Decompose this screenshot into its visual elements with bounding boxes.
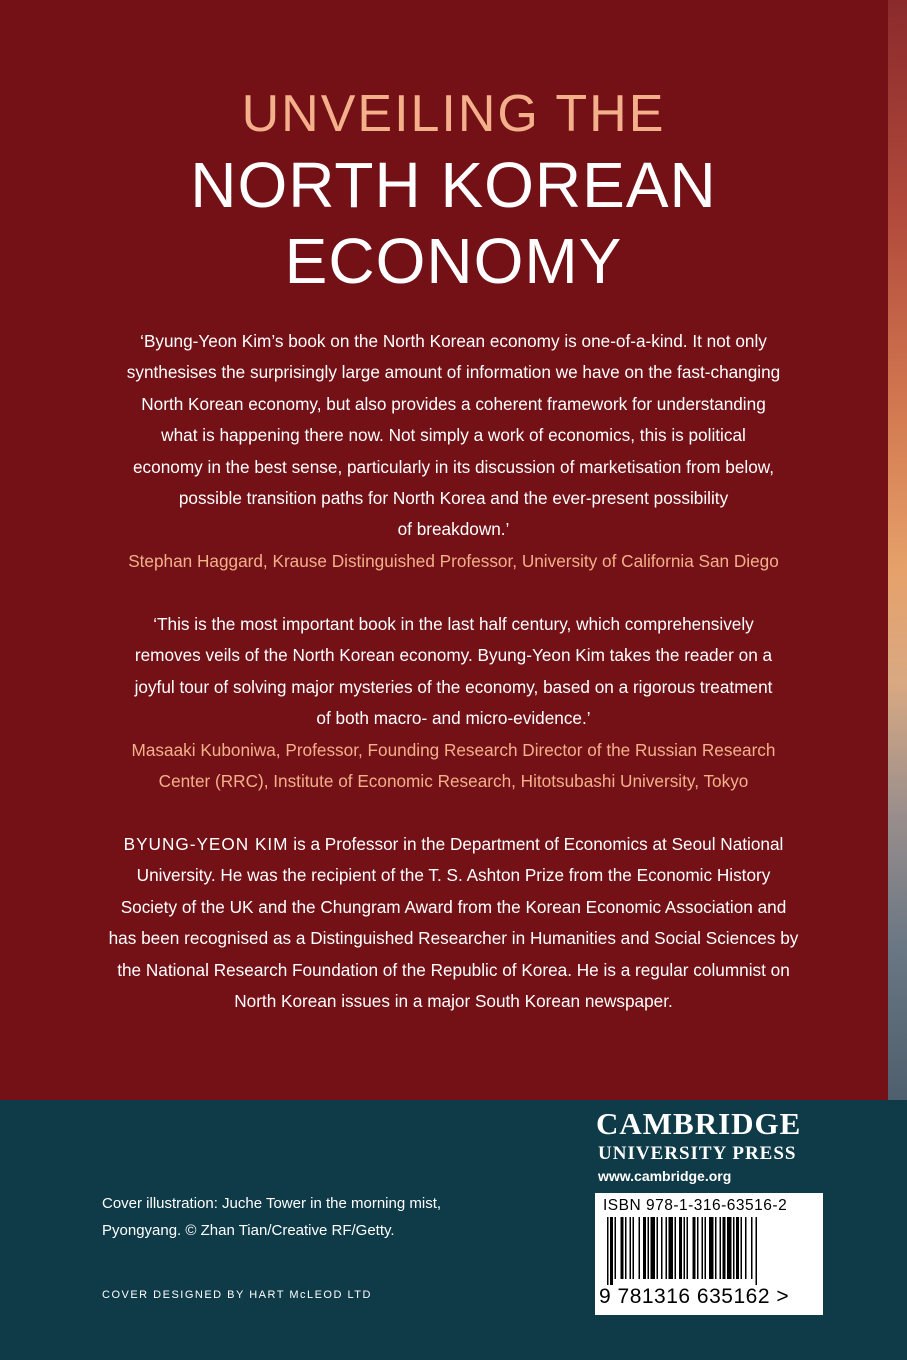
- author-bio-line: North Korean issues in a major South Korean newspaper.: [234, 991, 673, 1012]
- quote-2-line: ‘This is the most important book in the last half century, which comprehensively: [153, 614, 754, 634]
- title-line-1: UNVEILING THE: [241, 85, 666, 143]
- publisher-logo-name: CAMBRIDGE: [596, 1106, 802, 1141]
- quote-1-line: economy in the best sense, particularly in its discussion of marketisation from below,: [132, 456, 774, 477]
- quote-2-attribution: Masaaki Kuboniwa, Professor, Founding Research Director of the Russian Research: [131, 739, 776, 760]
- quote-2-line: removes veils of the North Korean economy. Byung-Yeon Kim takes the reader on a: [134, 645, 773, 666]
- credit-line: Pyongyang. © Zhan Tian/Creative RF/Getty.: [102, 1222, 395, 1239]
- credit-line: Cover illustration: Juche Tower in the morning mist,: [102, 1195, 442, 1212]
- author-bio: [90, 829, 817, 1017]
- cover-illustration-credit: [102, 1190, 522, 1244]
- isbn-label: ISBN 978-1-316-63516-2: [603, 1197, 788, 1214]
- publisher-url: www.cambridge.org: [598, 1168, 732, 1184]
- barcode-digits: 9 781316 635162 >: [599, 1285, 790, 1308]
- author-bio-line: the National Research Foundation of the Republic of Korea. He is a regular columnist on: [117, 959, 790, 980]
- quote-1-line: ‘Byung-Yeon Kim’s book on the North Korean economy is one-of-a-kind. It not only: [140, 331, 767, 351]
- quote-2-line: joyful tour of solving major mysteries of the economy, based on a rigorous treatment: [134, 676, 773, 697]
- title-line-3: ECONOMY: [284, 225, 623, 297]
- cover-designer-credit: COVER DESIGNED BY HART McLEOD LTD: [102, 1289, 372, 1301]
- title-line-2: NORTH KOREAN: [190, 149, 717, 221]
- author-bio-line: Society of the UK and the Chungram Award from the Korean Economic Association and: [120, 896, 787, 917]
- barcode-bars-icon: [599, 1217, 819, 1285]
- quote-2-attribution: Center (RRC), Institute of Economic Research, Hitotsubashi University, Tokyo: [158, 771, 749, 792]
- author-bio-text: is a Professor in the Department of Economics at Seoul National: [288, 834, 784, 854]
- quote-2: [90, 609, 817, 797]
- quote-1-line: of breakdown.’: [397, 519, 510, 540]
- quote-1-line: possible transition paths for North Korea and the ever-present possibility: [178, 488, 729, 509]
- quote-1-line: synthesises the surprisingly large amount of information we have on the fast-changing: [126, 362, 781, 383]
- author-name: BYUNG-YEON KIM: [123, 834, 289, 854]
- publisher-logo-sub: UNIVERSITY PRESS: [598, 1143, 797, 1164]
- quote-1: [90, 326, 817, 577]
- quote-2-line: of both macro- and micro-evidence.’: [316, 708, 591, 729]
- quote-1-line: North Korean economy, but also provides a coherent framework for understanding: [141, 393, 766, 414]
- quote-1-line: what is happening there now. Not simply a work of economics, this is political: [161, 425, 746, 446]
- author-bio-line: has been recognised as a Distinguished Researcher in Humanities and Social Sciences by: [108, 928, 799, 949]
- quote-1-attribution: Stephan Haggard, Krause Distinguished Professor, University of California San Diego: [128, 550, 779, 571]
- isbn-barcode: [595, 1193, 823, 1315]
- author-bio-line: [90, 829, 817, 860]
- author-bio-line: University. He was the recipient of the T. S. Ashton Prize from the Economic History: [136, 865, 771, 886]
